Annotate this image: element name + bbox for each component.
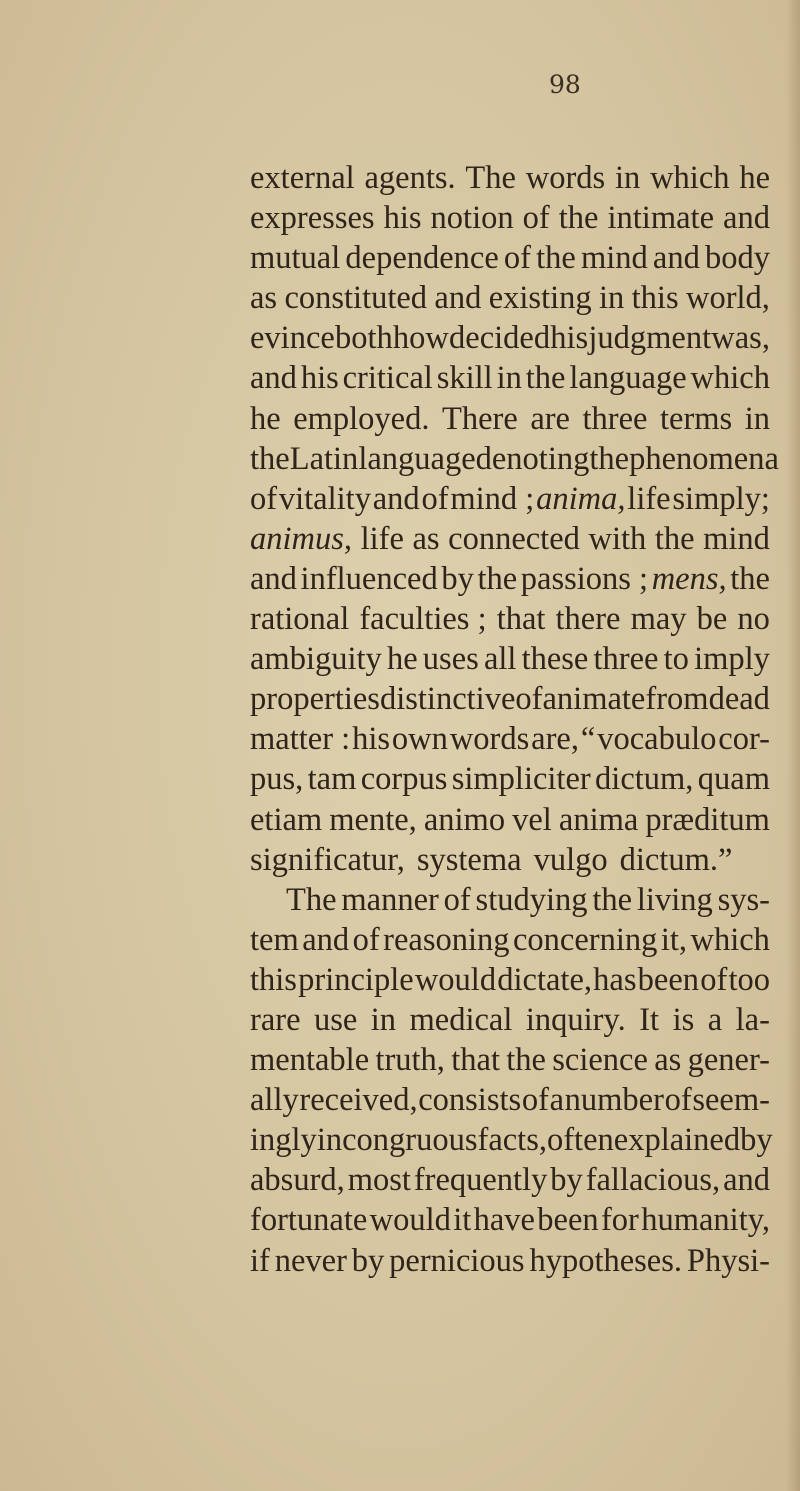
word: and [372,480,420,517]
text-line [250,960,770,1000]
word: this [631,280,679,317]
word: properties [250,681,380,718]
word: truth, [375,1042,445,1079]
word: and [652,240,700,277]
word: dictum.” [619,841,733,878]
word: the [250,440,290,477]
word: of [700,961,728,998]
word: by [351,1242,385,1279]
word: which [690,921,770,958]
word: would [369,1202,451,1239]
text-line [250,1160,770,1200]
text-line [250,559,770,599]
word: the [506,1042,546,1079]
word: dependence [345,240,499,277]
word: mente, [329,801,417,838]
word: expresses [250,200,375,237]
word: dead [708,681,770,718]
word: fallacious, [585,1162,721,1199]
word: all [483,641,517,678]
word: notion [430,200,514,237]
word: in [615,160,641,196]
word: anima, [536,480,626,517]
word: the [536,240,576,277]
word: gener- [687,1042,770,1079]
word: of [352,921,380,958]
word: manner [341,881,439,918]
word: influenced [300,560,438,597]
word: his [383,200,422,237]
word: constituted [284,280,428,317]
word: Physi- [686,1242,770,1279]
word: præditum [645,801,770,838]
text-line [250,1040,770,1080]
word: there [555,601,621,638]
word: life [627,480,671,517]
word: the [525,360,566,397]
word: the [730,560,770,597]
word: no [737,601,770,638]
word: in [599,280,625,317]
word: “ [580,721,596,758]
word: was, [711,320,770,357]
word: corpus [360,761,448,798]
word: three [593,641,659,678]
word: three [582,400,648,437]
word: to [663,641,689,678]
word: sys- [717,881,770,918]
word: these [521,641,589,678]
word: by [441,560,474,597]
text-line [250,1241,770,1281]
text-line [250,479,770,519]
word: facts, [477,1122,547,1159]
word: in [744,400,770,437]
word: ambiguity [250,641,382,678]
text-line [250,719,770,759]
word: if [250,1242,270,1279]
word: anima [558,801,639,838]
text-line [250,238,770,278]
body-text [250,158,779,1281]
text-line [250,158,770,198]
word: has [593,961,637,998]
word: passions ; [520,560,649,597]
word: vitality [278,480,371,517]
word: by [550,1162,583,1199]
word: in [370,1001,397,1038]
word: mind [580,240,648,277]
text-line [250,318,770,358]
word: quam [697,761,770,798]
word: vulgo [533,841,608,878]
word: is [672,1001,695,1038]
word: a [549,1082,564,1119]
word: etiam [250,801,323,838]
text-line [250,920,770,960]
word: explained [613,1122,741,1159]
word: Latin [289,440,359,477]
word: imply [694,641,770,678]
word: been [537,1202,599,1239]
word: the [592,881,633,918]
word: uses [422,641,479,678]
word: seem- [692,1082,770,1119]
word: as [654,1042,682,1079]
word: judgment [588,320,712,357]
word: most [347,1162,411,1199]
word: which [690,360,770,397]
word: There [442,400,518,437]
word: external [250,160,355,196]
text-line [250,840,770,880]
word: number [564,1082,664,1119]
word: of [664,1082,692,1119]
page-number: 98 [549,70,581,99]
word: connected [448,520,580,557]
word: which [650,160,730,196]
word: vel [512,801,552,838]
word: it [453,1202,472,1239]
word: of [421,480,449,517]
word: ally [250,1082,299,1119]
word: his [550,320,589,357]
word: and [302,921,350,958]
text-line [250,1120,773,1160]
word: hypotheses. [529,1242,682,1279]
word: for [600,1202,639,1239]
word: simpliciter [451,761,591,798]
word: the [477,560,518,597]
word: employed. [293,400,430,437]
text-line [250,1200,770,1240]
text-line [250,358,770,398]
word: humanity, [641,1202,770,1239]
word: dictum, [595,761,694,798]
word: both [334,320,393,357]
text-line [250,880,770,920]
word: matter : [250,721,351,758]
word: he [250,400,281,437]
word: he [739,160,770,196]
word: of [521,1082,549,1119]
word: language [569,360,687,397]
word: of [250,480,278,517]
word: life [360,520,404,557]
word: terms [659,400,733,437]
word: skill [436,360,493,397]
word: are, [531,721,579,758]
word: distinctive [379,681,516,718]
word: The [286,881,337,918]
word: never [274,1242,347,1279]
word: decided [449,320,551,357]
word: mind [703,520,770,557]
word: mens, [651,560,727,597]
word: principle [298,961,414,998]
word: faculties ; [359,601,487,638]
text-line [250,278,770,318]
word: by [740,1122,773,1159]
word: and [250,360,297,397]
word: are [530,400,570,437]
page-edge-shadow [786,0,800,1491]
word: medical [409,1001,513,1038]
word: use [313,1001,358,1038]
word: fortunate [250,1202,368,1239]
word: the [654,520,695,557]
word: that [496,601,546,638]
word: frequently [413,1162,548,1199]
word: own [391,721,448,758]
word: been [637,961,700,998]
word: la- [735,1001,770,1038]
word: pus, [250,761,304,798]
word: be [696,601,728,638]
word: critical [342,360,433,397]
word: have [473,1202,535,1239]
word: of [503,240,531,277]
word: living [636,881,713,918]
word: with [588,520,647,557]
text-line [250,399,770,439]
word: tem [250,921,299,958]
word: denoting [475,440,590,477]
word: inquiry. [525,1001,626,1038]
text-line [250,639,770,679]
word: from [645,681,709,718]
word: simply; [672,480,770,517]
word: consists [418,1082,522,1119]
word: mentable [250,1042,370,1079]
word: animate [542,681,646,718]
word: his [300,360,339,397]
word: words [525,160,606,196]
word: his [352,721,391,758]
word: rare [250,1001,301,1038]
word: of [515,681,543,718]
text-line [250,599,770,639]
word: absurd, [250,1162,345,1199]
word: received, [299,1082,418,1119]
word: mutual [250,240,341,277]
word: a [707,1001,723,1038]
word: significatur, [250,841,405,878]
word: as [250,280,278,317]
word: tam [307,761,357,798]
word: and [250,560,297,597]
word: would [414,961,497,998]
word: It [639,1001,660,1038]
word: phenomena [629,440,779,477]
text-line [250,1080,770,1120]
word: The [465,160,516,196]
word: that [451,1042,500,1079]
word: he [386,641,418,678]
word: reasoning [383,921,510,958]
word: dictate, [497,961,592,998]
word: agents. [364,160,456,196]
word: vocabulo [597,721,717,758]
word: language [358,440,476,477]
text-line [250,800,770,840]
text-line [250,198,770,238]
word: incongruous [316,1122,478,1159]
word: evince [250,320,335,357]
word: intimate [607,200,714,237]
word: words [449,721,530,758]
word: ingly [250,1122,317,1159]
word: and [434,280,482,317]
word: often [546,1122,614,1159]
text-line [250,519,770,559]
text-line [250,1000,770,1040]
text-line [250,759,770,799]
text-line [250,439,779,479]
word: of [522,200,550,237]
word: animo [423,801,506,838]
word: in [496,360,522,397]
word: body [704,240,770,277]
word: the [589,440,630,477]
word: and [723,1162,770,1199]
word: studying [475,881,588,918]
word: of [443,881,471,918]
word: it, [660,921,688,958]
word: and [723,200,770,237]
word: science [552,1042,648,1079]
word: systema [416,841,522,878]
text-line [250,679,770,719]
word: as [412,520,440,557]
word: too [728,961,770,998]
word: concerning [512,921,658,958]
word: world, [685,280,770,317]
word: animus, [250,520,353,557]
word: mind ; [450,480,535,517]
word: existing [488,280,592,317]
word: this [250,961,297,998]
word: how [392,320,449,357]
word: pernicious [389,1242,525,1279]
word: rational [250,601,350,638]
word: may [630,601,687,638]
word: cor- [718,721,770,758]
word: the [558,200,599,237]
